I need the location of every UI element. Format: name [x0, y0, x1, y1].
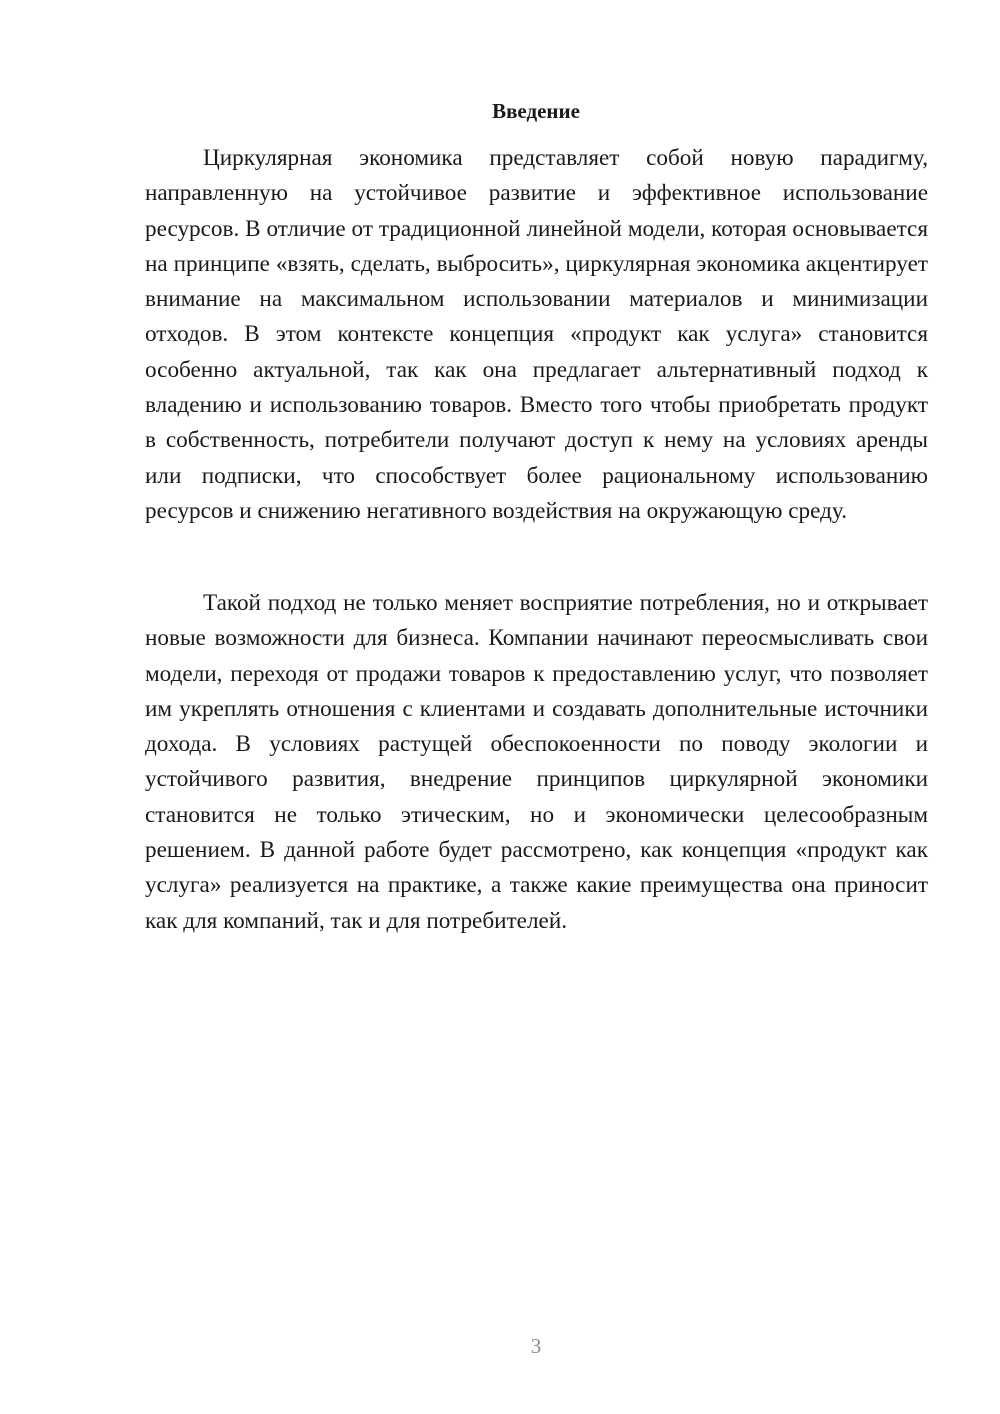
paragraph-intro: Циркулярная экономика представляет собой новую парадигму, направленную на устойчивое развитие и эффективное использование ресурсов. В отличие от традиционной линейной модели, которая основывается на принципе «взять, сделать, выбросить», циркулярная экономика акцентирует внимание на максимальном использовании материалов и минимизации отходов. В этом контексте концепция «продукт как услуга» становится особенно актуальной, так как она предлагает альтернативный подход к владению и использованию товаров. Вместо того чтобы приобретать продукт в собственность, потребители получают доступ к нему на условиях аренды или подписки, что способствует более рациональному использованию ресурсов и снижению негативного воздействия на окружающую среду.: [145, 145, 928, 524]
section-heading: Введение: [492, 99, 580, 123]
paragraph-business: Такой подход не только меняет восприятие потребления, но и открывает новые возможности для бизнеса. Компании начинают переосмысливать свои модели, переходя от продажи товаров к предоставлению услуг, что позволяет им укреплять отношения с клиентами и создавать дополнительные источники дохода. В условиях растущей обеспокоенности по поводу экологии и устойчивого развития, внедрение принципов циркулярной экономики становится не только этическим, но и экономически целесообразным решением. В данной работе будет рассмотрено, как концепция «продукт как услуга» реализуется на практике, а также какие преимущества она приносит как для компаний, так и для потребителей.: [145, 590, 928, 934]
page-number: 3: [530, 1334, 542, 1358]
